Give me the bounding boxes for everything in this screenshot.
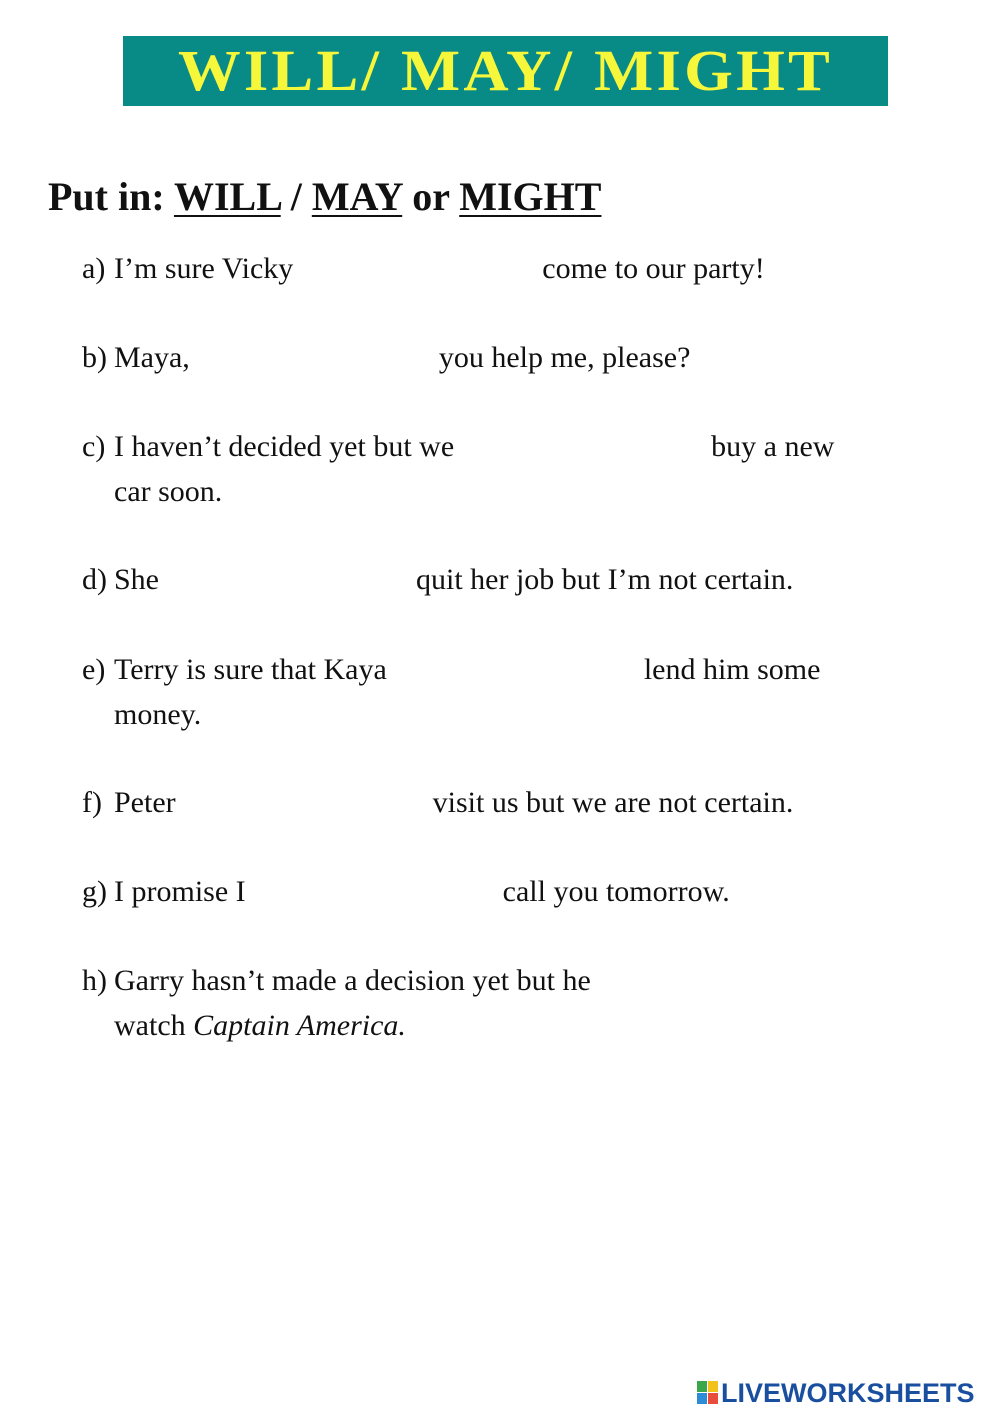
question-text-after: come to our party! (542, 252, 765, 285)
liveworksheets-logo-icon (697, 1381, 719, 1405)
question-f (82, 780, 932, 825)
question-continuation: money. (114, 698, 202, 731)
question-g (82, 869, 932, 914)
question-label: f) (82, 786, 102, 819)
question-label: d) (82, 563, 107, 596)
question-label: a) (82, 252, 106, 285)
movie-title: Captain America. (193, 1009, 406, 1042)
liveworksheets-logo[interactable] (697, 1376, 975, 1410)
instruction-prefix: Put in: (48, 174, 165, 219)
question-text-before: Garry hasn’t made a decision yet but he (114, 964, 591, 997)
question-a (82, 246, 932, 291)
option-separator: / (290, 174, 302, 219)
option-or: or (412, 174, 450, 219)
question-text-after: lend him some (643, 653, 821, 686)
question-text-after: you help me, please? (438, 341, 691, 374)
instruction-line (48, 170, 601, 224)
question-text-before: I’m sure Vicky (114, 252, 294, 285)
question-e (82, 647, 932, 737)
worksheet-title: WILL/ MAY/ MIGHT (177, 38, 834, 103)
question-c (82, 424, 932, 514)
option-might: MIGHT (459, 174, 602, 219)
question-label: b) (82, 341, 107, 374)
question-d (82, 557, 932, 602)
title-banner (123, 36, 888, 106)
continuation-text: watch (114, 1009, 186, 1042)
question-text-after: buy a new (711, 430, 835, 463)
question-h (82, 958, 932, 1048)
option-will: WILL (173, 174, 281, 219)
question-label: g) (82, 875, 107, 908)
question-label: c) (82, 430, 106, 463)
question-b (82, 335, 932, 380)
question-text-before: I haven’t decided yet but we (114, 430, 455, 463)
question-label: e) (82, 653, 106, 686)
question-label: h) (82, 964, 107, 997)
question-text-before: She (114, 563, 159, 596)
question-continuation (82, 1003, 932, 1048)
question-text-after: call you tomorrow. (502, 875, 730, 908)
option-may: MAY (311, 174, 403, 219)
question-text-after: visit us but we are not certain. (432, 786, 794, 819)
question-text-after: quit her job but I’m not certain. (416, 563, 794, 596)
question-text-before: Maya, (114, 341, 190, 374)
question-text-before: Peter (114, 786, 176, 819)
logo-text: LIVEWORKSHEETS (721, 1377, 975, 1408)
question-text-before: I promise I (114, 875, 246, 908)
question-text-before: Terry is sure that Kaya (114, 653, 387, 686)
question-continuation: car soon. (114, 475, 223, 508)
